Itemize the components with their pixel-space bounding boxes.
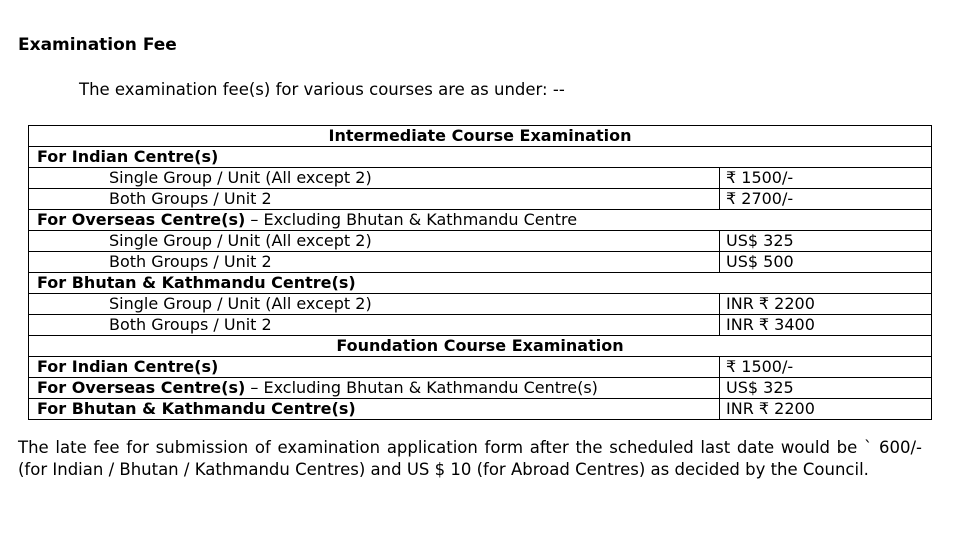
table-row xyxy=(29,210,932,231)
page-title: Examination Fee xyxy=(18,35,177,55)
table-row xyxy=(29,357,932,378)
intermediate-section-title: Intermediate Course Examination xyxy=(29,126,932,147)
intermediate-indian-label: For Indian Centre(s) xyxy=(29,147,932,168)
table-row xyxy=(29,273,932,294)
intermediate-overseas-label: For Overseas Centre(s) xyxy=(37,210,246,229)
foundation-overseas-header xyxy=(29,378,720,399)
table-row xyxy=(29,378,932,399)
table-row xyxy=(29,399,932,420)
table-row xyxy=(29,168,932,189)
table-row xyxy=(29,231,932,252)
fee-amount: US$ 325 xyxy=(720,231,932,252)
table-row xyxy=(29,252,932,273)
table-row xyxy=(29,315,932,336)
fee-item-name: Both Groups / Unit 2 xyxy=(29,315,720,336)
table-row xyxy=(29,126,932,147)
fee-item-name: Single Group / Unit (All except 2) xyxy=(29,231,720,252)
fee-item-name: Single Group / Unit (All except 2) xyxy=(29,168,720,189)
fee-amount: ₹ 2700/- xyxy=(720,189,932,210)
fee-item-name: Both Groups / Unit 2 xyxy=(29,189,720,210)
table-row xyxy=(29,189,932,210)
intermediate-bhutan-label: For Bhutan & Kathmandu Centre(s) xyxy=(29,273,932,294)
table-row xyxy=(29,294,932,315)
fee-amount: US$ 500 xyxy=(720,252,932,273)
foundation-overseas-label: For Overseas Centre(s) xyxy=(37,378,246,397)
late-fee-note: The late fee for submission of examination application form after the scheduled last date would be ` 600/- (for Indian / Bhutan / Kathmandu Centres) and US $ 10 (for Abroad Centres) as decided by the Council. xyxy=(18,438,922,479)
fee-amount: INR ₹ 2200 xyxy=(720,399,932,420)
fee-amount: ₹ 1500/- xyxy=(720,168,932,189)
foundation-indian-label: For Indian Centre(s) xyxy=(29,357,720,378)
foundation-bhutan-label: For Bhutan & Kathmandu Centre(s) xyxy=(29,399,720,420)
fee-amount: ₹ 1500/- xyxy=(720,357,932,378)
intermediate-overseas-header xyxy=(29,210,932,231)
fee-amount: INR ₹ 2200 xyxy=(720,294,932,315)
fee-item-name: Both Groups / Unit 2 xyxy=(29,252,720,273)
table-row xyxy=(29,147,932,168)
fee-table xyxy=(28,125,932,420)
foundation-section-title: Foundation Course Examination xyxy=(29,336,932,357)
fee-amount: INR ₹ 3400 xyxy=(720,315,932,336)
table-row xyxy=(29,336,932,357)
fee-amount: US$ 325 xyxy=(720,378,932,399)
fee-item-name: Single Group / Unit (All except 2) xyxy=(29,294,720,315)
intro-text: The examination fee(s) for various courses are as under: -- xyxy=(79,80,565,99)
foundation-overseas-suffix: – Excluding Bhutan & Kathmandu Centre(s) xyxy=(245,378,598,397)
intermediate-overseas-suffix: – Excluding Bhutan & Kathmandu Centre xyxy=(245,210,578,229)
